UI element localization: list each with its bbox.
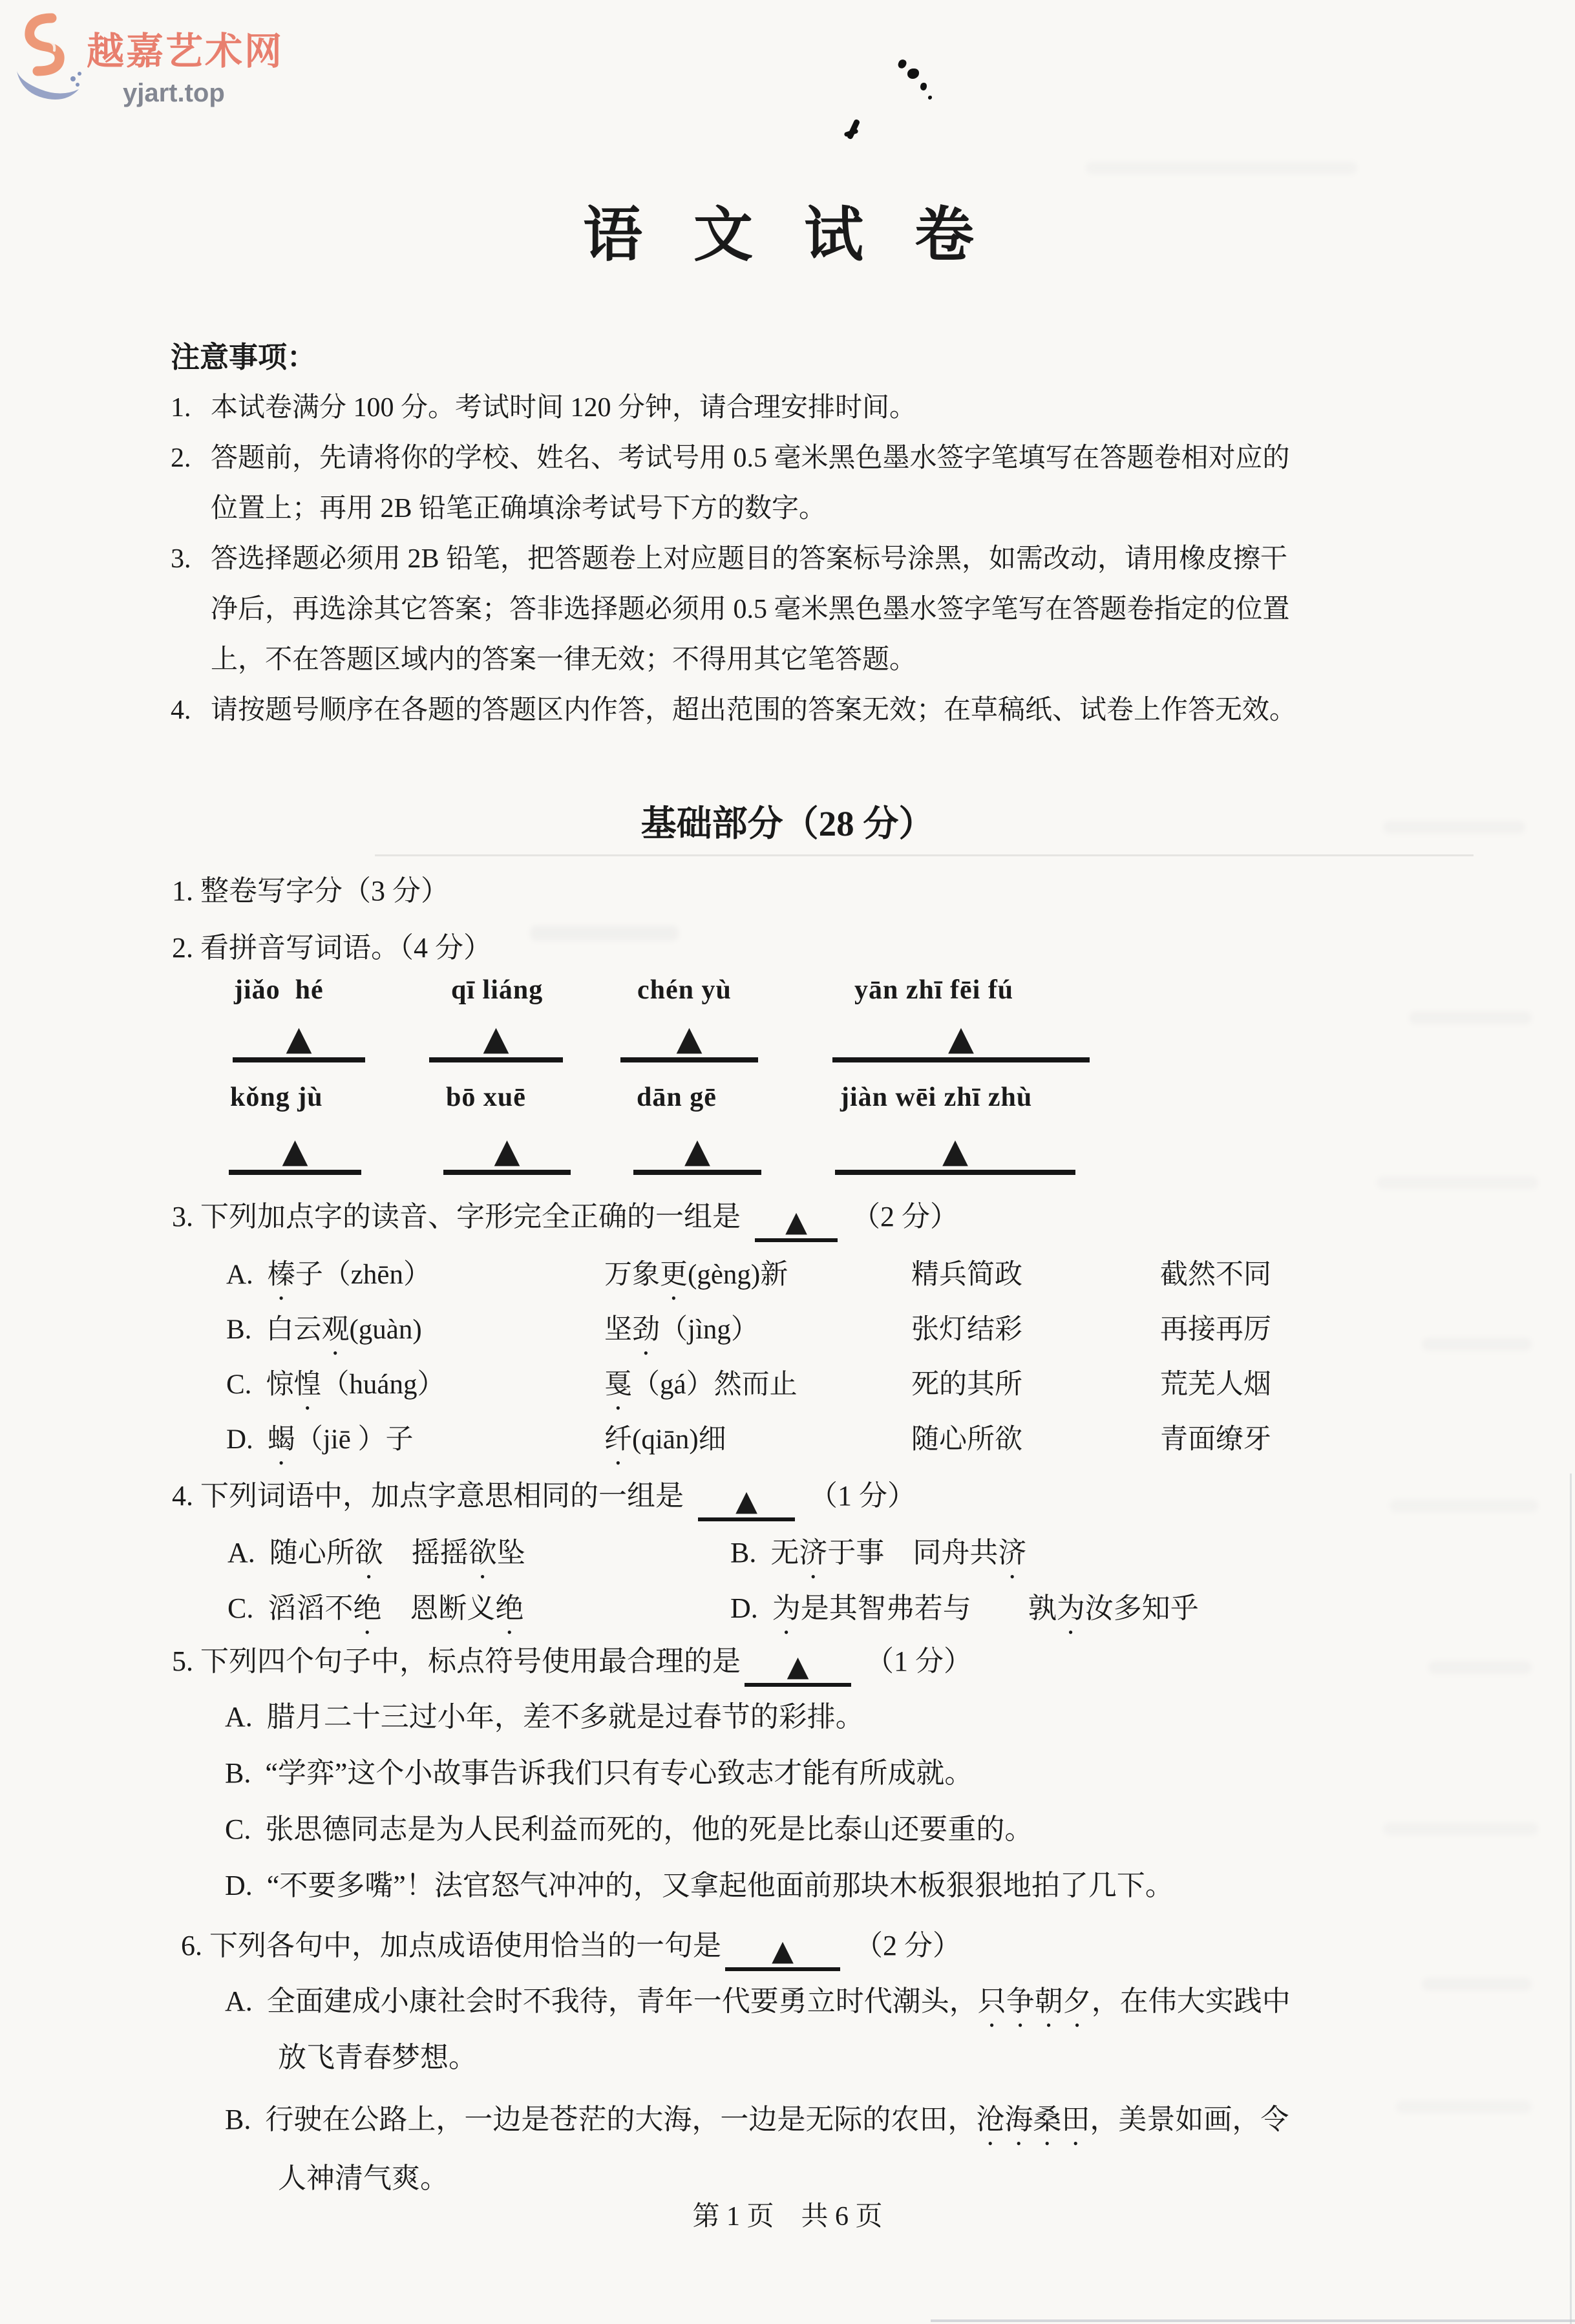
- triangle-mark: ▲: [494, 1132, 520, 1170]
- option-cell: [604, 1362, 911, 1416]
- option-text: “不要多嘴”！法官怒气冲冲的，又拿起他面前那块木板狠狠地拍了几下。: [266, 1870, 1174, 1901]
- option-cell: [226, 1417, 604, 1471]
- option-text: “学弈”这个小故事告诉我们只有专心致志才能有所成就。: [265, 1757, 973, 1789]
- option-word: 惊惶（huáng）: [266, 1369, 445, 1400]
- option-cell: [1160, 1307, 1480, 1361]
- pinyin-word: jiàn wēi zhī zhù: [840, 1083, 1033, 1112]
- bleed-through-smudge: [1422, 1978, 1532, 1991]
- notice-line: [171, 635, 1457, 685]
- bleed-through-smudge: [1409, 1011, 1532, 1024]
- notice-item-text: 位置上；再用 2B 铅笔正确填涂考试号下方的数字。: [211, 494, 827, 523]
- answer-blank: [633, 1132, 761, 1175]
- page-title: 语 文 试 卷: [582, 202, 992, 268]
- triangle-mark: ▲: [684, 1132, 710, 1170]
- answer-blank: [229, 1132, 361, 1175]
- option-label: A.: [226, 1260, 253, 1290]
- question-1: 1. 整卷写字分（3 分）: [172, 875, 449, 907]
- notice-line: [171, 383, 1457, 433]
- pinyin-word: yān zhī fēi fú: [854, 975, 1014, 1005]
- option-word: 青面缭牙: [1160, 1424, 1271, 1455]
- notice-item-text: 请按题号顺序在各题的答题区内作答，超出范围的答案无效；在草稿纸、试卷上作答无效。: [211, 695, 1297, 725]
- option-cell: [911, 1417, 1160, 1471]
- option-word: 截然不同: [1160, 1260, 1271, 1290]
- bleed-through-smudge: [530, 925, 679, 941]
- question-6-option-line: 放飞青春梦想。: [278, 2042, 477, 2073]
- ink-speck: [920, 83, 927, 90]
- pinyin-word: qī liáng: [451, 975, 544, 1005]
- option-label: C.: [227, 1592, 254, 1624]
- question-4-stem: [172, 1472, 916, 1521]
- question-5-stem-text: 5. 下列四个句子中，标点符号使用最合理的是: [172, 1645, 741, 1677]
- question-5-option: [225, 1749, 973, 1791]
- answer-blank: [698, 1484, 795, 1521]
- bleed-through-smudge: [1377, 1176, 1538, 1189]
- option-label: D.: [730, 1592, 758, 1624]
- watermark-site-name: 越嘉艺术网: [87, 30, 284, 72]
- option-word: 蝎（jiē ）子: [267, 1424, 414, 1455]
- notice-item-number: 1.: [171, 393, 191, 423]
- question-3-score: （2 分）: [852, 1201, 958, 1232]
- scan-edge-line: [1570, 1474, 1572, 2324]
- answer-blank: [725, 1934, 840, 1971]
- question-4-option-row: [227, 1529, 1455, 1585]
- question-4-stem-text: 4. 下列词语中，加点字意思相同的一组是: [172, 1480, 684, 1512]
- question-4-option-row: [227, 1585, 1455, 1640]
- option-cell: [226, 1362, 604, 1416]
- question-6-option-line: [225, 1978, 1291, 2033]
- notice-item-text: 答选择题必须用 2B 铅笔，把答题卷上对应题目的答案标号涂黑，如需改动，请用橡皮擦干: [211, 544, 1288, 574]
- triangle-mark: ▲: [942, 1132, 968, 1170]
- option-cell: [226, 1307, 604, 1361]
- notice-item-text: 净后，再选涂其它答案；答非选择题必须用 0.5 毫米黑色墨水签字笔写在答题卷指定的位置: [211, 595, 1290, 624]
- option-word: 纤(qiān)细: [604, 1424, 726, 1455]
- ink-speck: [907, 69, 919, 79]
- option-word: 万象更(gèng)新: [604, 1260, 788, 1290]
- option-word: 荒芜人烟: [1160, 1369, 1271, 1400]
- option-word: 再接再厉: [1160, 1315, 1271, 1345]
- notice-item-text: 答题前，先请将你的学校、姓名、考试号用 0.5 毫米黑色墨水签字笔填写在答题卷相对应的: [211, 443, 1290, 473]
- question-5-stem: [172, 1638, 972, 1687]
- option-cell: [730, 1529, 1455, 1585]
- option-cell: [227, 1585, 730, 1640]
- option-word: 戛（gá）然而止: [604, 1369, 798, 1400]
- scan-crease-line: [375, 854, 1474, 856]
- option-label: D.: [225, 1870, 253, 1901]
- option-label: B.: [225, 1757, 251, 1789]
- ink-speck: [928, 96, 932, 100]
- option-text: 行驶在公路上，一边是苍茫的大海，一边是无际的农田，沧海桑田，美景如画，令: [265, 2104, 1289, 2135]
- option-word: 坚劲（jìng）: [604, 1315, 759, 1345]
- pinyin-word: bō xuē: [446, 1083, 526, 1112]
- question-5-option: [225, 1806, 1033, 1847]
- question-3-stem: [172, 1193, 958, 1242]
- option-text: 腊月二十三过小年，差不多就是过春节的彩排。: [266, 1701, 864, 1733]
- option-cell: [730, 1585, 1455, 1640]
- triangle-mark: ▲: [787, 1650, 809, 1683]
- option-cell: [1160, 1252, 1480, 1306]
- triangle-mark: ▲: [676, 1019, 703, 1058]
- triangle-mark: ▲: [772, 1934, 794, 1967]
- option-label: A.: [225, 1701, 253, 1733]
- ink-speck: [897, 58, 907, 69]
- question-3-option-row: [226, 1417, 1480, 1471]
- answer-blank: [755, 1205, 838, 1242]
- option-cell: [604, 1417, 911, 1471]
- question-5-option: [225, 1693, 864, 1735]
- triangle-mark: ▲: [286, 1019, 312, 1058]
- bleed-through-smudge: [1428, 1661, 1532, 1674]
- notice-item-text: 本试卷满分 100 分。考试时间 120 分钟，请合理安排时间。: [211, 393, 917, 423]
- bleed-through-smudge: [1086, 162, 1357, 174]
- option-text: 全面建成小康社会时不我待，青年一代要勇立时代潮头，只争朝夕，在伟大实践中: [266, 1985, 1291, 2017]
- question-5-option: [225, 1862, 1174, 1903]
- pinyin-word: dān gē: [637, 1083, 717, 1112]
- watermark-logo-icon: [10, 12, 83, 109]
- option-word: 精兵简政: [911, 1260, 1022, 1290]
- question-3-option-row: [226, 1362, 1480, 1416]
- triangle-mark: ▲: [282, 1132, 308, 1170]
- option-cell: [227, 1529, 730, 1585]
- question-6-score: （2 分）: [854, 1930, 961, 1961]
- notice-item-number: 4.: [171, 695, 191, 725]
- pinyin-word: kǒng jù: [230, 1083, 323, 1112]
- option-text: 张思德同志是为人民利益而死的，他的死是比泰山还要重的。: [265, 1813, 1033, 1845]
- notice-line: [171, 433, 1457, 483]
- option-cell: [911, 1362, 1160, 1416]
- option-word: 死的其所: [911, 1369, 1022, 1400]
- triangle-mark: ▲: [735, 1484, 757, 1517]
- option-word: 随心所欲: [911, 1424, 1022, 1455]
- option-text: 滔滔不绝 恩断义绝: [268, 1592, 524, 1624]
- option-cell: [604, 1252, 911, 1306]
- option-label: C.: [225, 1813, 251, 1845]
- notice-line: [171, 584, 1457, 635]
- page-number: 第 1 页 共 6 页: [692, 2202, 883, 2232]
- pinyin-word: chén yù: [637, 975, 732, 1005]
- option-cell: [1160, 1362, 1480, 1416]
- option-word: 榛子（zhēn）: [267, 1260, 431, 1290]
- option-text: 无济于事 同舟共济: [770, 1537, 1027, 1569]
- option-label: D.: [226, 1424, 253, 1455]
- notice-line: [171, 483, 1457, 534]
- notice-section: [171, 332, 1457, 735]
- triangle-mark: ▲: [948, 1019, 974, 1058]
- question-6-option-line: [225, 2096, 1289, 2151]
- triangle-mark: ▲: [483, 1019, 509, 1058]
- question-6-stem: [181, 1922, 961, 1971]
- notice-item-number: 2.: [171, 443, 191, 473]
- option-label: A.: [227, 1537, 255, 1569]
- question-4-score: （1 分）: [809, 1480, 916, 1512]
- option-text: 随心所欲 摇摇欲坠: [269, 1537, 525, 1569]
- scan-edge-line: [931, 2319, 1575, 2322]
- question-6-stem-text: 6. 下列各句中，加点成语使用恰当的一句是: [181, 1930, 721, 1961]
- watermark: [10, 12, 308, 121]
- answer-blank: [429, 1020, 563, 1062]
- answer-blank: [832, 1020, 1090, 1062]
- answer-blank: [233, 1020, 365, 1062]
- answer-blank: [745, 1650, 851, 1687]
- notice-item-text: 上，不在答题区域内的答案一律无效；不得用其它笔答题。: [211, 645, 917, 675]
- option-cell: [226, 1252, 604, 1306]
- bleed-through-smudge: [1396, 2100, 1532, 2113]
- answer-blank: [835, 1132, 1075, 1175]
- notice-line: [171, 534, 1457, 584]
- question-3-stem-text: 3. 下列加点字的读音、字形完全正确的一组是: [172, 1201, 741, 1232]
- question-5-score: （1 分）: [865, 1645, 972, 1677]
- watermark-site-url: yjart.top: [123, 79, 225, 107]
- option-label: A.: [225, 1985, 253, 2017]
- option-word: 张灯结彩: [911, 1315, 1022, 1345]
- notice-heading: 注意事项：: [171, 341, 317, 374]
- option-label: B.: [226, 1315, 252, 1345]
- bleed-through-smudge: [1383, 1822, 1538, 1835]
- notice-line: [171, 685, 1457, 735]
- option-cell: [604, 1307, 911, 1361]
- notice-item-number: 3.: [171, 544, 191, 574]
- option-cell: [911, 1252, 1160, 1306]
- question-3-option-row: [226, 1252, 1480, 1306]
- question-6-option-line: 人神清气爽。: [278, 2162, 449, 2194]
- answer-blank: [620, 1020, 758, 1062]
- option-cell: [911, 1307, 1160, 1361]
- option-label: B.: [225, 2104, 251, 2135]
- bleed-through-smudge: [1390, 1499, 1538, 1512]
- pinyin-word: jiǎo hé: [234, 975, 324, 1005]
- option-word: 白云观(guàn): [266, 1315, 422, 1345]
- question-2-stem: 2. 看拼音写词语。（4 分）: [172, 932, 492, 964]
- option-label: B.: [730, 1537, 757, 1569]
- question-3-option-row: [226, 1307, 1480, 1361]
- option-cell: [1160, 1417, 1480, 1471]
- answer-blank: [443, 1132, 571, 1175]
- section-heading: 基础部分（28 分）: [640, 804, 935, 843]
- triangle-mark: ▲: [785, 1205, 807, 1238]
- option-label: C.: [226, 1369, 252, 1400]
- option-text: 为是其智弗若与 孰为汝多知乎: [772, 1592, 1199, 1624]
